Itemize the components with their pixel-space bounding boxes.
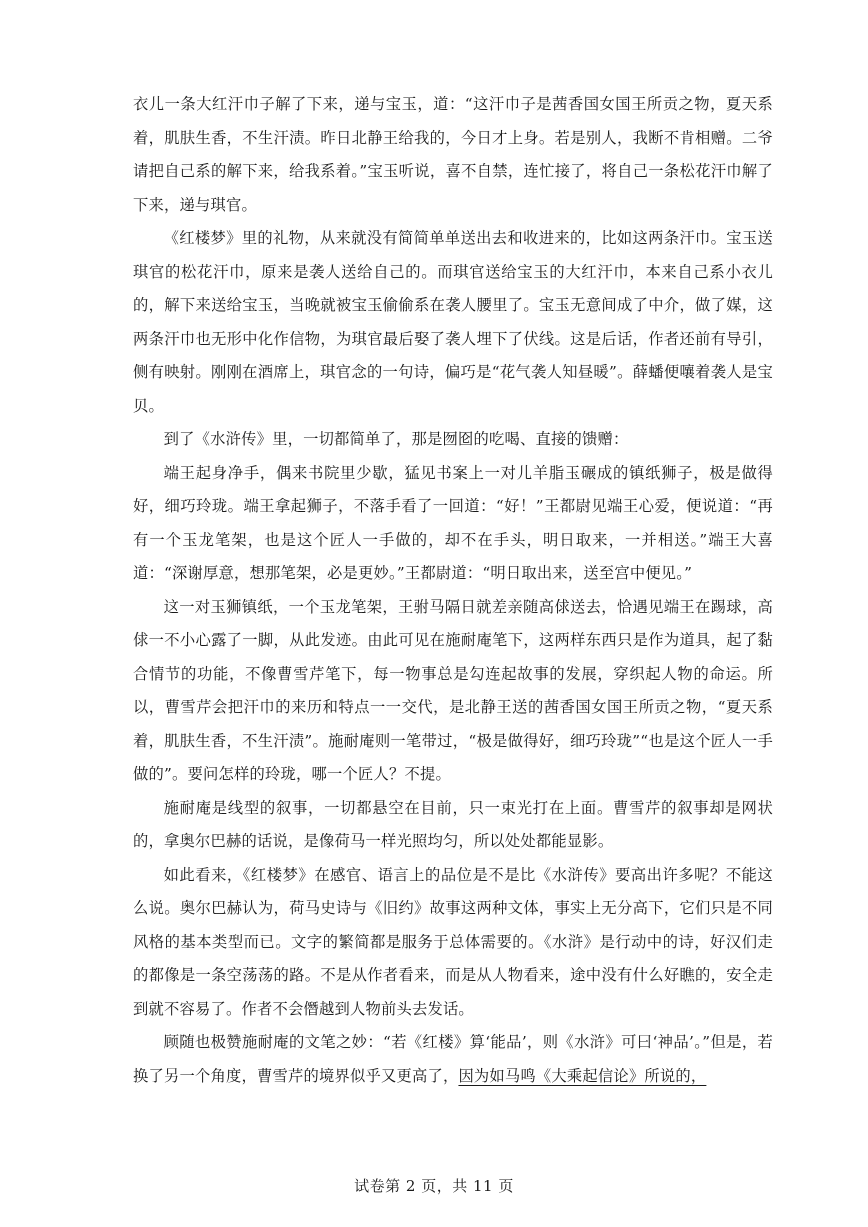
paragraph-3: 到了《水浒传》里，一切都简单了，那是囫囵的吃喝、直接的馈赠：	[163, 430, 629, 448]
paragraph-6: 施耐庵是线型的叙事，一切都悬空在目前，只一束光打在上面。曹雪芹的叙事却是网状的，拿奥尔巴赫的话说，是像荷马一样光照均匀，所以处处都能显影。	[133, 798, 773, 850]
paragraph-7: 如此看来，《红楼梦》在感官、语言上的品位是不是比《水浒传》要高出许多呢？不能这么说。奥尔巴赫认为，荷马史诗与《旧约》故事这两种文体，事实上无分高下，它们只是不同风格的基本类型而已。文字的繁简都是服务于总体需要的。《水浒》是行动中的诗，好汉们走的都像是一条空荡荡的路。不是从作者看来，而是从人物看来，途中没有什么好瞧的，安全走到就不容易了。作者不会僭越到人物前头去发话。	[133, 865, 773, 1018]
page-footer: 试卷第 2 页，共 11 页	[354, 1177, 514, 1195]
article-body	[133, 88, 773, 1093]
paragraph-2: 《红楼梦》里的礼物，从来就没有简简单单送出去和收进来的，比如这两条汗巾。宝玉送琪官的松花汗巾，原来是袭人送给自己的。而琪官送给宝玉的大红汗巾，本来自己系小衣儿的，解下来送给宝玉，当晚就被宝玉偷偷系在袭人腰里了。宝玉无意间成了中介，做了媒，这两条汗巾也无形中化作信物，为琪官最后娶了袭人埋下了伏线。这是后话，作者还前有导引，侧有映射。刚刚在酒席上，琪官念的一句诗，偏巧是“花气袭人知昼暖”。薛蟠便嚷着袭人是宝贝。	[133, 229, 773, 415]
paragraph-4-quote: 端王起身净手，偶来书院里少歇，猛见书案上一对儿羊脂玉碾成的镇纸狮子，极是做得好，细巧玲珑。端王拿起狮子，不落手看了一回道：“好！”王都尉见端王心爱，便说道：“再有一个玉龙笔架，也是这个匠人一手做的，却不在手头，明日取来，一并相送。”端王大喜道：“深谢厚意，想那笔架，必是更妙。”王都尉道：“明日取出来，送至宫中便见。”	[133, 463, 773, 582]
paragraph-8-text: 顾随也极赞施耐庵的文笔之妙：“若《红楼》算‘能品’，则《水浒》可曰‘神品’。”但是，若换了另一个角度，曹雪芹的境界似乎又更高了，	[133, 1033, 773, 1085]
paragraph-8	[133, 1026, 773, 1093]
paragraph-1: 衣儿一条大红汗巾子解了下来，递与宝玉，道：“这汗巾子是茜香国女国王所贡之物，夏天系着，肌肤生香，不生汗渍。昨日北静王给我的，今日才上身。若是别人，我断不肯相赠。二爷请把自己系的解下来，给我系着。”宝玉听说，喜不自禁，连忙接了，将自己一条松花汗巾解了下来，递与琪官。	[133, 95, 773, 214]
underlined-sentence: 因为如马鸣《大乘起信论》所说的，	[458, 1066, 707, 1085]
paragraph-5: 这一对玉狮镇纸，一个玉龙笔架，王驸马隔日就差亲随高俅送去，恰遇见端王在踢球，高俅一不小心露了一脚，从此发迹。由此可见在施耐庵笔下，这两样东西只是作为道具，起了黏合情节的功能，不像曹雪芹笔下，每一物事总是勾连起故事的发展，穿织起人物的命运。所以，曹雪芹会把汗巾的来历和特点一一交代，是北静王送的茜香国女国王所贡之物，“夏天系着，肌肤生香，不生汗渍”。施耐庵则一笔带过，“极是做得好，细巧玲珑”“也是这个匠人一手做的”。要问怎样的玲珑，哪一个匠人？不提。	[133, 597, 773, 783]
